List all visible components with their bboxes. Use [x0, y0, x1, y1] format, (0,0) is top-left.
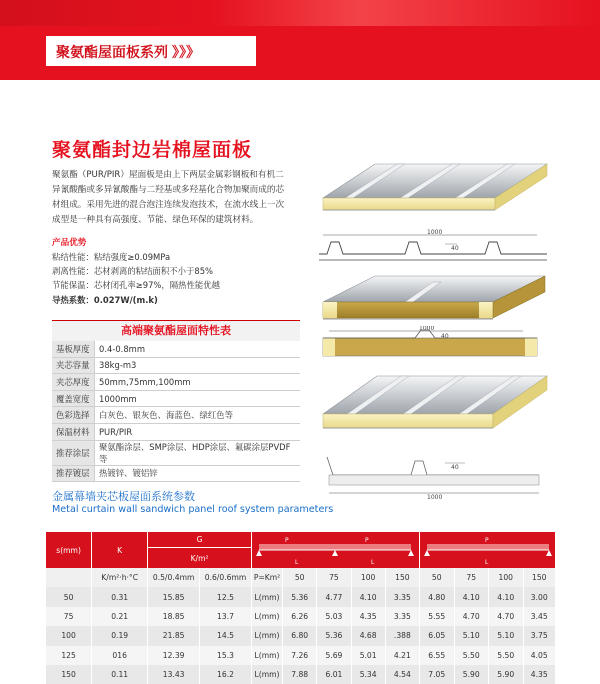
- load-value-cell: 5.10: [489, 626, 524, 645]
- p-header: P=Km²: [251, 568, 282, 587]
- g2-cell: 15.3: [200, 646, 252, 665]
- properties-row: [52, 440, 300, 465]
- property-value: 热镀锌、镀铝锌: [95, 465, 301, 482]
- k-header: K: [92, 532, 148, 568]
- panel-3d-silver: [315, 158, 555, 218]
- load-value-cell: 4.77: [317, 587, 351, 606]
- system-title-cn: 金属幕墙夹芯板屋面系统参数: [52, 490, 195, 503]
- s-cell: 100: [46, 626, 92, 645]
- s-header: s(mm): [46, 532, 92, 568]
- load-value-cell: 4.10: [489, 587, 524, 606]
- property-value: 聚氨酯涂层、SMP涂层、HDP涂层、氟碳涂层PVDF等: [95, 440, 301, 465]
- table-row: [46, 587, 556, 606]
- load-value-cell: 5.36: [317, 626, 351, 645]
- load-value-cell: 5.01: [351, 646, 385, 665]
- g-col-2: 0.6/0.6mm: [200, 568, 252, 587]
- l-label-cell: L(mm): [251, 607, 282, 626]
- property-key: 保温材料: [52, 423, 95, 440]
- load-col: 75: [454, 568, 489, 587]
- load-col: 100: [489, 568, 524, 587]
- g1-cell: 12.39: [148, 646, 200, 665]
- load-value-cell: 4.54: [385, 665, 419, 684]
- g-header: G: [148, 532, 252, 548]
- property-key: 覆盖宽度: [52, 390, 95, 407]
- properties-row: [52, 390, 300, 407]
- property-value: 1000mm: [95, 390, 301, 407]
- g2-cell: 16.2: [200, 665, 252, 684]
- dim-1000-label: 1000: [427, 229, 443, 236]
- g2-cell: 13.7: [200, 607, 252, 626]
- load-value-cell: 6.26: [283, 607, 317, 626]
- property-value: PUR/PIR: [95, 423, 301, 440]
- property-value: 38kg-m3: [95, 357, 301, 374]
- beam-diagram-icon: [255, 532, 415, 566]
- load-value-cell: 7.26: [283, 646, 317, 665]
- advantages-title: 产品优势: [52, 238, 87, 248]
- load-value-cell: 4.80: [420, 587, 455, 606]
- product-title: 聚氨酯封边岩棉屋面板: [52, 139, 253, 161]
- series-title: [56, 42, 200, 62]
- load-value-cell: 4.10: [454, 587, 489, 606]
- load-value-cell: 5.36: [283, 587, 317, 606]
- g1-cell: 15.85: [148, 587, 200, 606]
- load-col: 100: [351, 568, 385, 587]
- load-value-cell: 4.10: [351, 587, 385, 606]
- advantage-item: 粘结性能：粘结强度≥0.09MPa: [52, 252, 171, 262]
- property-key: 色彩选择: [52, 407, 95, 424]
- load-col: 75: [317, 568, 351, 587]
- properties-row: [52, 465, 300, 482]
- table-row: [46, 665, 556, 684]
- series-tab: [46, 36, 256, 66]
- advantages-list: [52, 250, 297, 307]
- panel-3d-rockwool: [315, 272, 555, 328]
- l-label: L: [295, 559, 299, 566]
- profile-diagram-2: [315, 326, 555, 366]
- property-key: 夹芯厚度: [52, 374, 95, 391]
- table-row: [46, 607, 556, 626]
- properties-table: [52, 341, 300, 482]
- load-value-cell: 4.35: [351, 607, 385, 626]
- banner-highlight: [0, 0, 600, 26]
- property-value: 白灰色、银灰色、海蓝色、绿红色等: [95, 407, 301, 424]
- p-label: P: [484, 537, 489, 544]
- load-value-cell: 4.05: [523, 646, 556, 665]
- g1-cell: 13.43: [148, 665, 200, 684]
- g1-cell: 18.85: [148, 607, 200, 626]
- load-value-cell: 6.80: [283, 626, 317, 645]
- dim-40-label: 40: [441, 333, 449, 340]
- property-key: 基板厚度: [52, 341, 95, 357]
- load-value-cell: 4.70: [454, 607, 489, 626]
- beam-diagram-icon: [423, 532, 553, 566]
- system-title-en: Metal curtain wall sandwich panel roof system parameters: [52, 504, 334, 515]
- panel-3d-grey: [315, 370, 555, 440]
- property-value: 50mm,75mm,100mm: [95, 374, 301, 391]
- g1-cell: 21.85: [148, 626, 200, 645]
- load-value-cell: 5.03: [317, 607, 351, 626]
- property-key: 夹芯容量: [52, 357, 95, 374]
- properties-title: 高端聚氨酯屋面特性表: [52, 320, 300, 341]
- load-col: 150: [385, 568, 419, 587]
- load-value-cell: 3.35: [385, 607, 419, 626]
- property-value: 0.4-0.8mm: [95, 341, 301, 357]
- l-label-cell: L(mm): [251, 587, 282, 606]
- load-value-cell: 4.68: [351, 626, 385, 645]
- table-row: [46, 646, 556, 665]
- l-label-cell: L(mm): [251, 646, 282, 665]
- load-value-cell: 5.10: [454, 626, 489, 645]
- properties-row: [52, 357, 300, 374]
- l-label: L: [371, 559, 375, 566]
- k-cell: 0.19: [92, 626, 148, 645]
- load-value-cell: 6.01: [317, 665, 351, 684]
- load-value-cell: 5.69: [317, 646, 351, 665]
- load-value-cell: 6.05: [420, 626, 455, 645]
- load-col: 50: [283, 568, 317, 587]
- load-diagram-a: [251, 532, 419, 568]
- load-value-cell: 4.21: [385, 646, 419, 665]
- parameters-table: [46, 532, 556, 684]
- load-value-cell: 5.55: [420, 607, 455, 626]
- profile-diagram-3: [315, 447, 555, 501]
- load-value-cell: 6.55: [420, 646, 455, 665]
- properties-row: [52, 423, 300, 440]
- s-cell: 150: [46, 665, 92, 684]
- load-value-cell: 5.50: [489, 646, 524, 665]
- dim-1000-label: 1000: [427, 494, 443, 501]
- load-col: 50: [420, 568, 455, 587]
- header-banner: [0, 0, 600, 80]
- advantage-item: 剥离性能：芯材剥离的粘结面积不小于85%: [52, 266, 213, 277]
- load-value-cell: 5.90: [489, 665, 524, 684]
- g-unit: K/m²: [148, 548, 252, 568]
- g2-cell: 12.5: [200, 587, 252, 606]
- advantage-item: 节能保温：芯材闭孔率≥97%，隔热性能优越: [52, 280, 221, 291]
- p-label: P: [285, 537, 290, 544]
- load-col: 150: [523, 568, 556, 587]
- k-cell: 0.31: [92, 587, 148, 606]
- load-value-cell: 7.88: [283, 665, 317, 684]
- arrows-icon: 》》》: [172, 45, 200, 61]
- properties-row: [52, 407, 300, 424]
- s-cell: 125: [46, 646, 92, 665]
- k-cell: 0.21: [92, 607, 148, 626]
- load-value-cell: 3.75: [523, 626, 556, 645]
- dim-40-label: 40: [451, 464, 459, 471]
- load-value-cell: 4.70: [489, 607, 524, 626]
- g2-cell: 14.5: [200, 626, 252, 645]
- load-value-cell: 3.45: [523, 607, 556, 626]
- series-title-text: 聚氨酯屋面板系列: [56, 45, 168, 61]
- g-col-1: 0.5/0.4mm: [148, 568, 200, 587]
- load-value-cell: 3.35: [385, 587, 419, 606]
- s-cell: 50: [46, 587, 92, 606]
- load-value-cell: .388: [385, 626, 419, 645]
- load-value-cell: 7.05: [420, 665, 455, 684]
- advantage-item: 导热系数：0.027W/(m.k): [52, 294, 158, 305]
- s-cell: 75: [46, 607, 92, 626]
- p-label: P: [365, 537, 370, 544]
- load-value-cell: 5.50: [454, 646, 489, 665]
- load-value-cell: 4.35: [523, 665, 556, 684]
- k-cell: 0.11: [92, 665, 148, 684]
- load-value-cell: 3.00: [523, 587, 556, 606]
- property-key: 推荐镀层: [52, 465, 95, 482]
- properties-row: [52, 341, 300, 357]
- dim-1000-label: 1000: [419, 326, 435, 332]
- l-label: L: [484, 559, 488, 566]
- table-row: [46, 626, 556, 645]
- profile-diagram-1: [315, 228, 555, 268]
- load-value-cell: 5.90: [454, 665, 489, 684]
- load-value-cell: 5.34: [351, 665, 385, 684]
- property-key: 推荐涂层: [52, 440, 95, 465]
- product-intro: 聚氨酯（PUR/PIR）屋面板是由上下两层金属彩钢板和有机二异氰酸酯或多异氰酸酯与二羟基或多羟基化合物加聚而成的芯材组成。采用先进的混合泡注连续发泡技术，在流水线上一次成型是一种具有高强度、节能、绿色环保的建筑材料。: [52, 170, 285, 225]
- dim-40-label: 40: [451, 245, 459, 252]
- k-cell: 016: [92, 646, 148, 665]
- l-label-cell: L(mm): [251, 665, 282, 684]
- blank-cell: [46, 568, 92, 587]
- load-diagram-b: [420, 532, 556, 568]
- k-unit: K/m²·h·°C: [92, 568, 148, 587]
- l-label-cell: L(mm): [251, 626, 282, 645]
- properties-row: [52, 374, 300, 391]
